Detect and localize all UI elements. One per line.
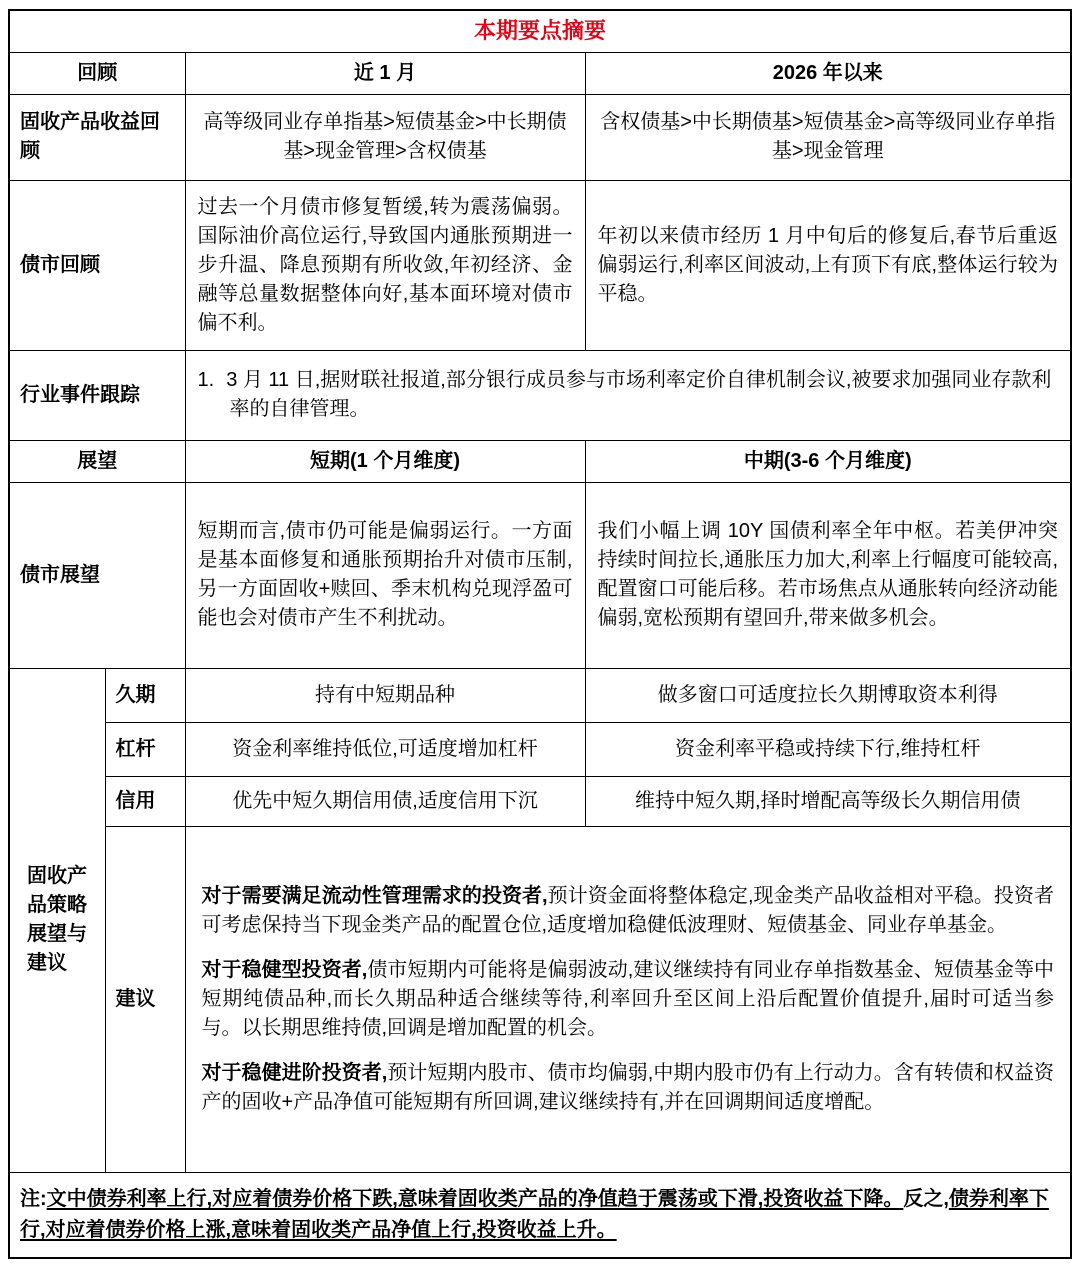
industry-events-item-text: 3 月 11 日,据财联社报道,部分银行成员参与市场利率定价自律机制会议,被要求加强同业存款利率的自律管理。 <box>226 369 1052 420</box>
strategy-leverage-mid-term: 资金利率平稳或持续下行,维持杠杆 <box>585 722 1071 776</box>
advice-liquidity-body: 预计资金面将整体稳定,现金类产品收益相对平稳。投资者可考虑保持当下现金类产品的配置仓位,适度增加稳健低波理财、短债基金、同业存单基金。 <box>201 884 1054 936</box>
strategy-leverage-row <box>9 722 1071 776</box>
income-review-near-1m: 高等级同业存单指基>短债基金>中长期债基>现金管理>含权债基 <box>185 94 585 180</box>
bond-market-outlook-label: 债市展望 <box>9 482 185 668</box>
strategy-leverage-short-term: 资金利率维持低位,可适度增加杠杆 <box>185 722 585 776</box>
strategy-credit-label: 信用 <box>105 776 185 826</box>
strategy-advice-label: 建议 <box>105 826 185 1172</box>
advice-paragraph-liquidity <box>202 882 1055 940</box>
advice-advanced-body: 预计短期内股市、债市均偏弱,中期内股市仍有上行动力。含有转债和权益资产的固收+产品净值可能短期有所回调,建议继续持有,并在回调期间适度增配。 <box>201 1061 1055 1113</box>
advice-paragraph-advanced <box>202 1059 1055 1117</box>
bond-market-outlook-mid-term: 我们小幅上调 10Y 国债利率全年中枢。若美伊冲突持续时间拉长,通胀压力加大,利率上行幅度可能较高,配置窗口可能后移。若市场焦点从通胀转向经济动能偏弱,宽松预期有望回升,带来做多机会。 <box>585 482 1071 668</box>
strategy-credit-row <box>9 776 1071 826</box>
income-review-row <box>9 94 1071 180</box>
bond-market-review-label: 债市回顾 <box>9 180 185 350</box>
footnote-underlined-2: 债券利率下行,对应着债券价格上涨,意味着固收类产品净值上行,投资收益上升。 <box>20 1187 1049 1241</box>
advice-conservative-lead: 对于稳健型投资者, <box>201 958 368 981</box>
strategy-duration-short-term: 持有中短期品种 <box>185 668 585 722</box>
column-header-near-1m: 近 1 月 <box>185 52 585 94</box>
outlook-header-row <box>9 440 1071 482</box>
strategy-credit-mid-term: 维持中短久期,择时增配高等级长久期信用债 <box>585 776 1071 826</box>
bond-market-review-near-1m: 过去一个月债市修复暂缓,转为震荡偏弱。国际油价高位运行,导致国内通胀预期进一步升温、降息预期有所收敛,年初经济、金融等总量数据整体向好,基本面环境对债市偏不利。 <box>185 180 585 350</box>
bond-market-review-row <box>9 180 1071 350</box>
summary-table <box>8 9 1072 1259</box>
footnote-middle: 反之, <box>903 1187 949 1210</box>
industry-events-label: 行业事件跟踪 <box>9 350 185 440</box>
page-title: 本期要点摘要 <box>9 10 1071 52</box>
strategy-advice-row <box>9 826 1071 1172</box>
industry-events-row <box>9 350 1071 440</box>
strategy-leverage-label: 杠杆 <box>105 722 185 776</box>
strategy-advice-content <box>185 826 1071 1172</box>
strategy-section-label: 固收产品策略展望与建议 <box>9 668 105 1172</box>
footnote-content <box>9 1172 1071 1258</box>
column-header-mid-term: 中期(3-6 个月维度) <box>585 440 1071 482</box>
income-review-label: 固收产品收益回顾 <box>9 94 185 180</box>
industry-events-item-number: 1. <box>197 369 215 391</box>
footnote-underlined-1: 文中债券利率上行,对应着债券价格下跌,意味着固收类产品的净值趋于震荡或下滑,投资收益下降。 <box>46 1187 904 1210</box>
advice-liquidity-lead: 对于需要满足流动性管理需求的投资者, <box>201 884 548 907</box>
advice-paragraph-conservative <box>202 956 1055 1043</box>
bond-market-outlook-row <box>9 482 1071 668</box>
bond-market-outlook-short-term: 短期而言,债市仍可能是偏弱运行。一方面是基本面修复和通胀预期抬升对债市压制,另一方面固收+赎回、季末机构兑现浮盈可能也会对债市产生不利扰动。 <box>185 482 585 668</box>
strategy-duration-label: 久期 <box>105 668 185 722</box>
outlook-header-label: 展望 <box>9 440 185 482</box>
title-row <box>9 10 1071 52</box>
strategy-duration-row <box>9 668 1071 722</box>
bond-market-review-since-2026: 年初以来债市经历 1 月中旬后的修复后,春节后重返偏弱运行,利率区间波动,上有顶下有底,整体运行较为平稳。 <box>585 180 1071 350</box>
footnote-row <box>9 1172 1071 1258</box>
review-header-row <box>9 52 1071 94</box>
industry-events-content <box>198 366 1059 424</box>
review-header-label: 回顾 <box>9 52 185 94</box>
industry-events-cell <box>185 350 1071 440</box>
column-header-since-2026: 2026 年以来 <box>585 52 1071 94</box>
column-header-short-term: 短期(1 个月维度) <box>185 440 585 482</box>
footnote-prefix: 注: <box>20 1187 47 1210</box>
income-review-since-2026: 含权债基>中长期债基>短债基金>高等级同业存单指基>现金管理 <box>585 94 1071 180</box>
strategy-credit-short-term: 优先中短久期信用债,适度信用下沉 <box>185 776 585 826</box>
advice-advanced-lead: 对于稳健进阶投资者, <box>201 1061 388 1084</box>
strategy-duration-mid-term: 做多窗口可适度拉长久期博取资本利得 <box>585 668 1071 722</box>
advice-conservative-body: 债市短期内可能将是偏弱波动,建议继续持有同业存单指数基金、短债基金等中短期纯债品种,而长久期品种适合继续等待,利率回升至区间上沿后配置价值提升,届时可适当参与。以长期思维持债,回调是增加配置的机会。 <box>201 958 1054 1039</box>
